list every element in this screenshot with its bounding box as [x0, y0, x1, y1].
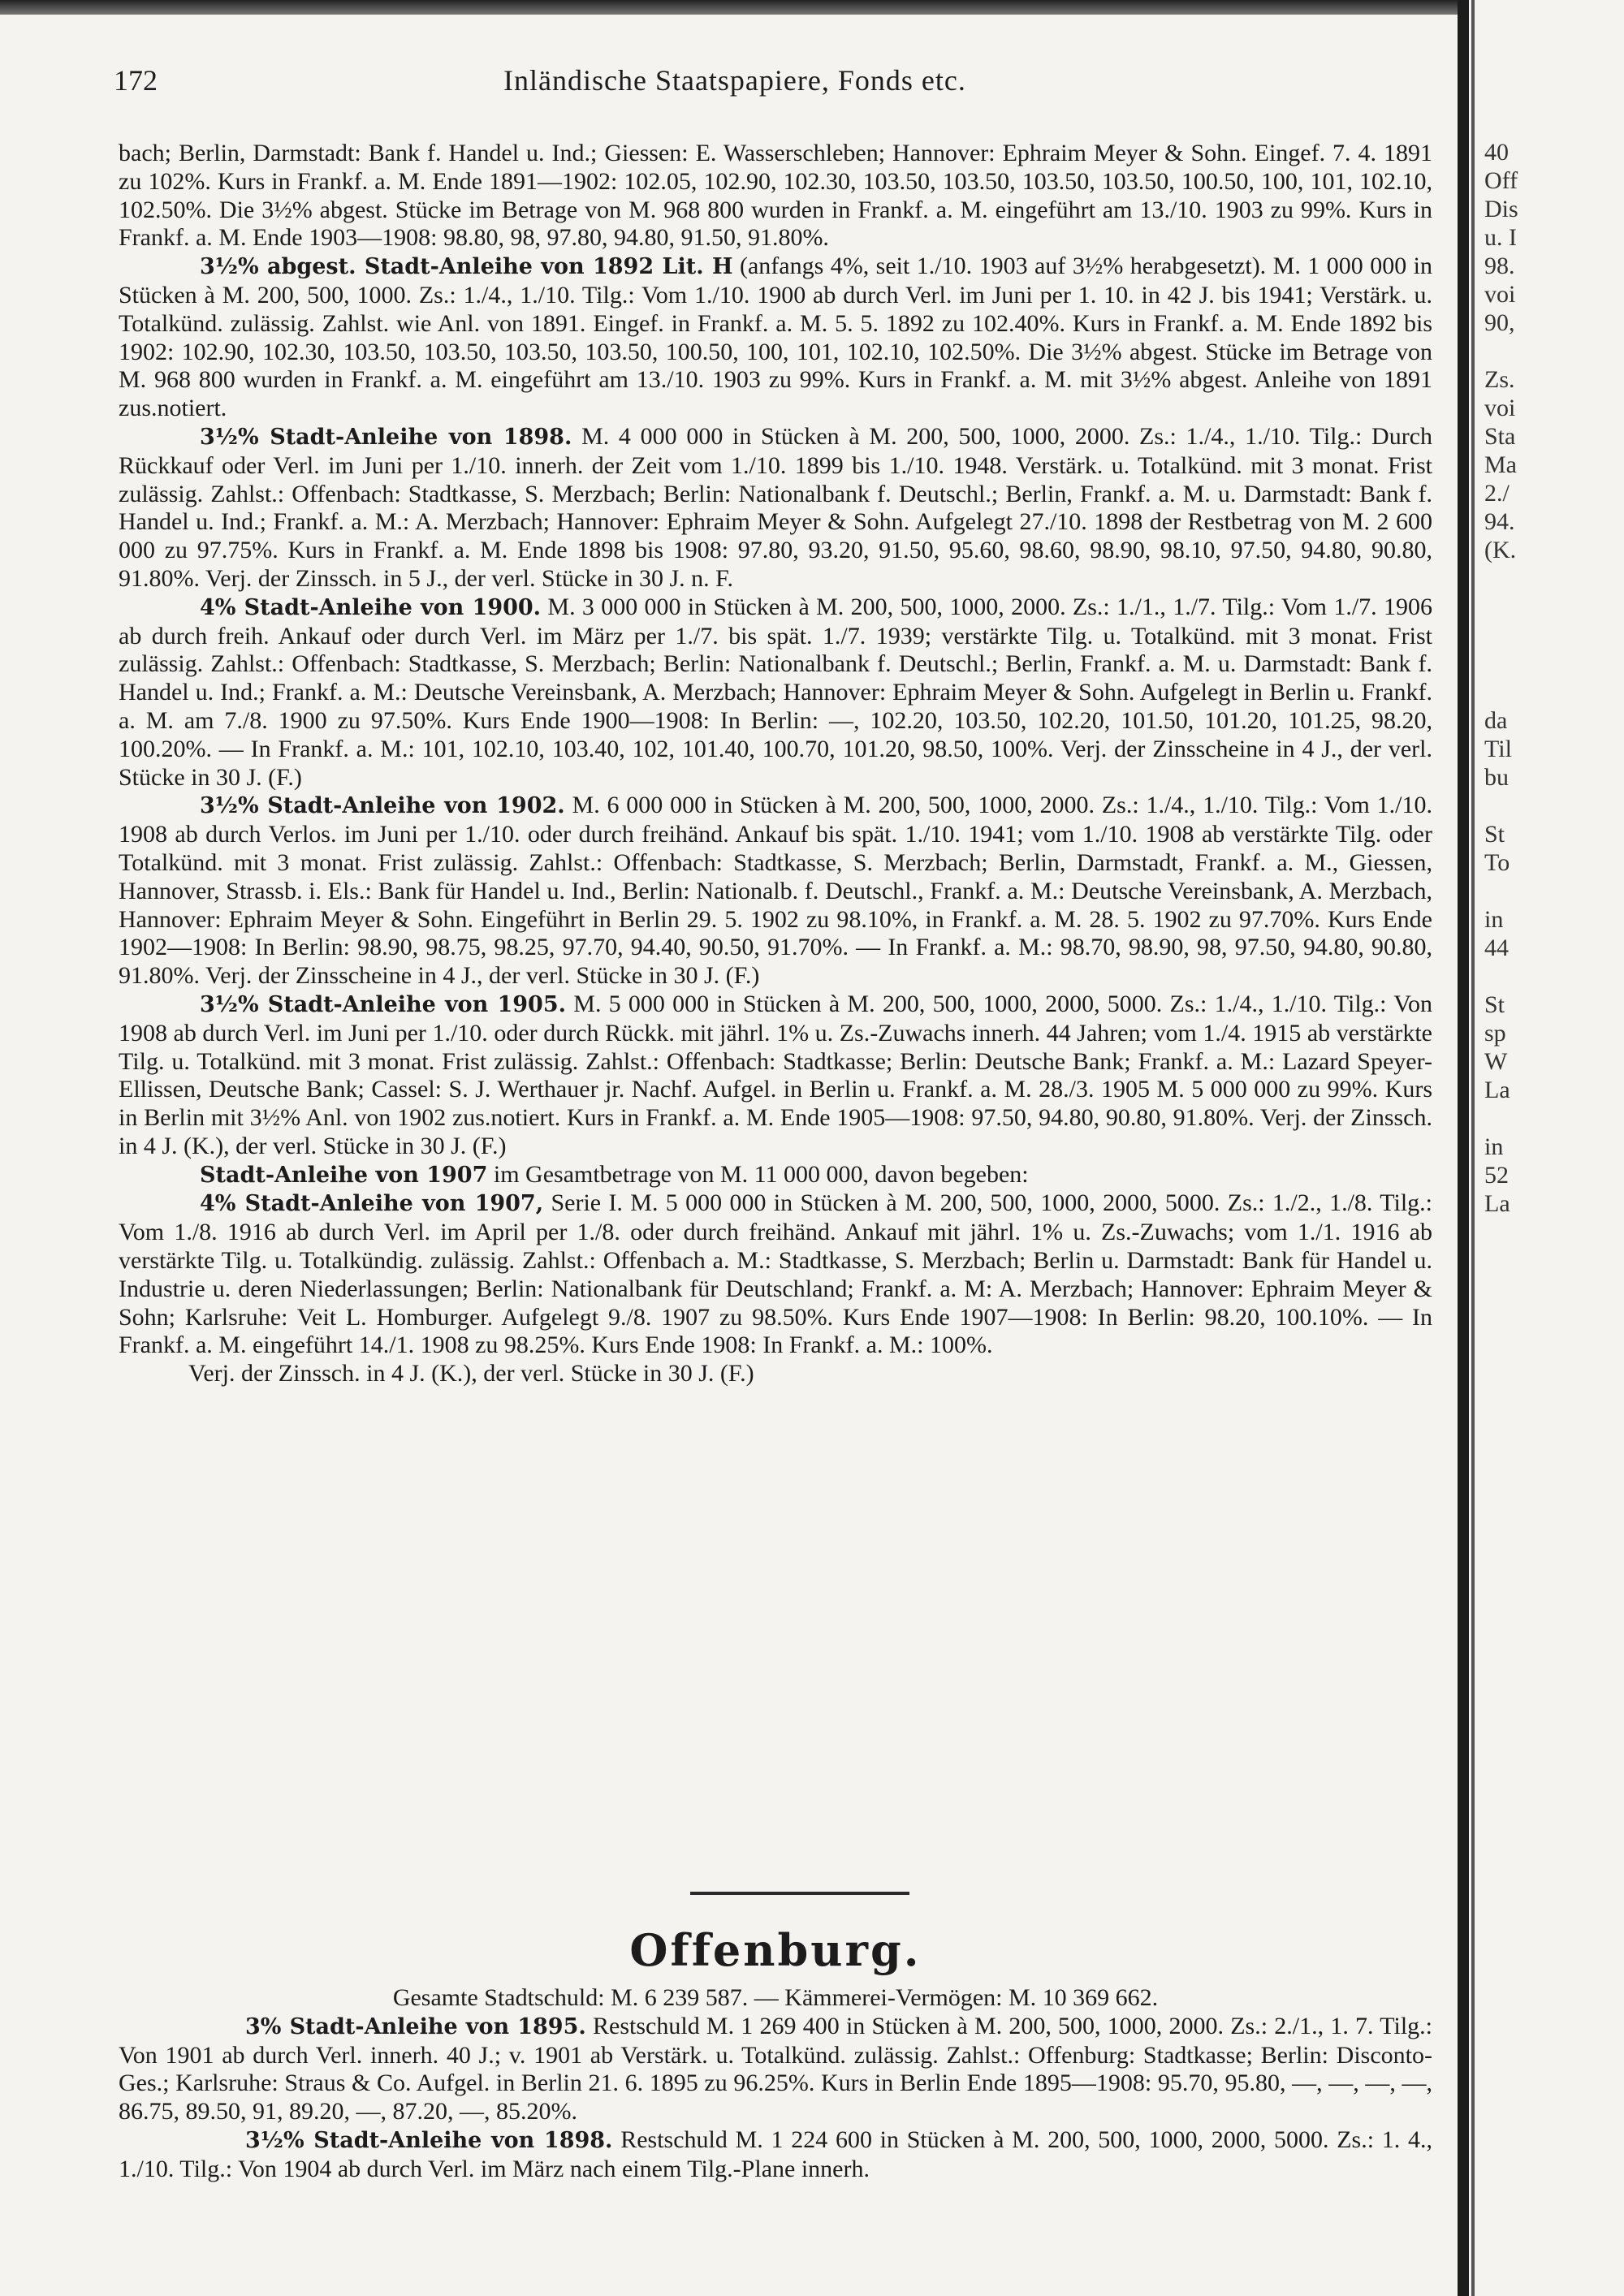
paragraph: [119, 423, 1432, 593]
margin-fragment: [1484, 593, 1622, 621]
paragraph: [119, 252, 1432, 423]
margin-fragment: La: [1484, 1190, 1510, 1217]
margin-fragment: 2./: [1484, 480, 1510, 507]
margin-fragment: [1484, 650, 1622, 678]
paragraph-body: Restschuld M. 1 269 400 in Stücken à M. 200, 500, 1000, 2000. Zs.: 2./1., 1. 7. Tilg.: Von 1901 ab durch Verl. innerh. 40 J.; v. 1901 ab Verstärk. u. Totalkünd. zulässig. Zahlst.: Offenburg: Stadtkasse; Berlin: Disconto-Ges.; Karlsruhe: Straus & Co. Aufgel. in Berlin 21. 6. 1895 zu 96.25%. Kurs in Berlin Ende 1895—1908: 95.70, 95.80, —, —, —, —, 86.75, 89.50, 91, 89.20, —, 87.20, —, 85.20%.: [119, 2012, 1433, 2126]
margin-fragment: Til: [1484, 736, 1512, 762]
paragraph: [119, 990, 1432, 1161]
loan-heading: 4% Stadt-Anleihe von 1900.: [200, 594, 542, 620]
paragraph: [119, 1189, 1432, 1360]
loan-heading: 3½% Stadt-Anleihe von 1905.: [200, 991, 567, 1017]
paragraph-body: bach; Berlin, Darmstadt: Bank f. Handel u. Ind.; Giessen: E. Wasserschleben; Hannover: Ephraim Meyer & Sohn. Eingef. 7. 4. 1891 zu 102%. Kurs in Frankf. a. M. Ende 1891—1902: 102.05, 102.90, 102.30, 103.50, 103.50, 103.50, 103.50, 100.50, 100, 101, 102.10, 102.50%. Die 3½% abgest. Stücke im Betrage von M. 968 800 wurden in Frankf. a. M. eingeführt am 13./10. 1903 zu 99%. Kurs in Frankf. a. M. Ende 1903—1908: 98.80, 98, 97.80, 94.80, 91.50, 91.80%.: [119, 140, 1432, 252]
section-text: [119, 1984, 1432, 2184]
loan-heading: 3½% abgest. Stadt-Anleihe von 1892 Lit. H: [200, 254, 733, 280]
margin-fragment: voi: [1484, 281, 1516, 308]
paragraph-body: M. 4 000 000 in Stücken à M. 200, 500, 1000, 2000. Zs.: 1./4., 1./10. Tilg.: Durch Rückkauf oder Verl. im Juni per 1./10. innerh. der Zeit vom 1./10. 1899 bis 1./10. 1948. Verstärk. u. Totalkünd. mit 3 monat. Frist zulässig. Zahlst.: Offenbach: Stadtkasse, S. Merzbach; Berlin: Nationalbank f. Deutschl.; Berlin, Frankf. a. M. u. Darmstadt: Bank f. Handel u. Ind.; Frankf. a. M.: A. Merzbach; Hannover: Ephraim Meyer & Sohn. Aufgelegt 27./10. 1898 der Restbetrag von M. 2 600 000 zu 97.75%. Kurs in Frankf. a. M. Ende 1898 bis 1908: 97.80, 93.20, 91.50, 95.60, 98.60, 98.90, 98.10, 97.50, 94.80, 90.80, 91.80%. Verj. der Zinssch. in 5 J., der verl. Stücke in 30 J. n. F.: [119, 422, 1433, 592]
loan-heading: Stadt-Anleihe von 1907: [200, 1162, 488, 1188]
margin-fragment: St: [1484, 821, 1505, 848]
margin-fragment: 52: [1484, 1162, 1509, 1189]
margin-fragment: St: [1484, 991, 1505, 1018]
margin-fragment: La: [1484, 1077, 1510, 1103]
margin-fragment: [1484, 678, 1622, 706]
margin-fragment: W: [1484, 1048, 1508, 1075]
margin-fragment: 90,: [1484, 309, 1515, 336]
paragraph-body: im Gesamtbetrage von M. 11 000 000, davon begeben:: [493, 1160, 1029, 1188]
paragraph-body: Restschuld M. 1 224 600 in Stücken à M. 200, 500, 1000, 2000, 5000. Zs.: 1. 4., 1./10. Tilg.: Von 1904 ab durch Verl. im März nach einem Tilg.-Plane innerh.: [119, 2126, 1432, 2182]
paragraph-body: M. 3 000 000 in Stücken à M. 200, 500, 1000, 2000. Zs.: 1./1., 1./7. Tilg.: Vom 1./7. 1906 ab durch freih. Ankauf oder durch Verl. im März per 1./7. bis spät. 1./7. 1939; verstärkte Tilg. u. Totalkünd. mit 3 monat. Frist zulässig. Zahlst.: Offenbach: Stadtkasse, S. Merzbach; Berlin: Nationalbank f. Deutschl.; Berlin, Frankf. a. M. u. Darmstadt: Bank f. Handel u. Ind.; Frankf. a. M.: Deutsche Vereinsbank, A. Merzbach; Hannover: Ephraim Meyer & Sohn. Aufgelegt in Berlin u. Frankf. a. M. am 7./8. 1900 zu 97.50%. Kurs Ende 1900—1908: In Berlin: —, 102.20, 103.50, 102.20, 101.50, 101.20, 101.25, 98.20, 100.20%. — In Frankf. a. M.: 101, 102.10, 103.40, 102, 101.40, 100.70, 101.20, 98.50, 100%. Verj. der Zinsscheine in 4 J., der verl. Stücke in 30 J. (F.): [119, 593, 1432, 791]
margin-fragment: Dis: [1484, 196, 1518, 222]
paragraph: [119, 2013, 1432, 2126]
paragraph: [119, 1360, 1432, 1388]
margin-fragment: da: [1484, 707, 1508, 734]
margin-fragment: To: [1484, 849, 1510, 876]
margin-fragment: [1484, 877, 1622, 905]
paragraph-body: M. 5 000 000 in Stücken à M. 200, 500, 1000, 2000, 5000. Zs.: 1./4., 1./10. Tilg.: Von 1908 ab durch Verl. im Juni per 1./10. oder durch Rückk. mit jährl. 1% u. Zs.-Zuwachs innerh. 44 Jahren; vom 1./4. 1915 ab verstärkte Tilg. u. Totalkünd. mit 3 monat. Frist zulässig. Zahlst.: Offenbach: Stadtkasse; Berlin: Deutsche Bank; Frankf. a. M.: Lazard Speyer-Ellissen, Deutsche Bank; Cassel: S. J. Werthauer jr. Nachf. Aufgel. in Berlin u. Frankf. a. M. 28./3. 1905 M. 5 000 000 zu 99%. Kurs in Berlin mit 3½% Anl. von 1902 zus.notiert. Kurs in Frankf. a. M. Ende 1905—1908: 97.50, 94.80, 90.80, 91.80%. Verj. der Zinssch. in 4 J. (K.), der verl. Stücke in 30 J. (F.): [119, 990, 1433, 1159]
debt-summary: Gesamte Stadtschuld: M. 6 239 587. — Kämmerei-Vermögen: M. 10 369 662.: [392, 1984, 1159, 2011]
running-title: Inländische Staatspapiere, Fonds etc.: [503, 64, 966, 97]
paragraph: [119, 593, 1432, 792]
adjacent-page-margin: [1484, 138, 1622, 1218]
margin-fragment: bu: [1484, 764, 1509, 791]
loan-heading: 3½% Stadt-Anleihe von 1898.: [200, 424, 572, 450]
margin-fragment: Zs.: [1484, 366, 1515, 393]
loan-heading: 3% Stadt-Anleihe von 1895.: [245, 2013, 586, 2039]
loan-heading: 3½% Stadt-Anleihe von 1898.: [245, 2127, 613, 2153]
paragraph: [119, 140, 1432, 252]
loan-heading: 4% Stadt-Anleihe von 1907,: [200, 1191, 544, 1217]
paragraph-body: (anfangs 4%, seit 1./10. 1903 auf 3½% herabgesetzt). M. 1 000 000 in Stücken à M. 200, 500, 1000. Zs.: 1./4., 1./10. Tilg.: Vom 1./10. 1900 ab durch Verl. im Juni per 1. 10. in 42 J. bis 1941; Verstärk. u. Totalkünd. zulässig. Zahlst. wie Anl. von 1891. Eingef. in Frankf. a. M. 5. 5. 1892 zu 102.40%. Kurs in Frankf. a. M. Ende 1892 bis 1902: 102.90, 102.30, 103.50, 103.50, 103.50, 103.50, 100.50, 100, 101, 102.10, 102.50%. Die 3½% abgest. Stücke im Betrage von M. 968 800 wurden in Frankf. a. M. eingeführt am 13./10. 1903 zu 99%. Kurs in Frankf. a. M. mit 3½% abgest. Anleihe von 1891 zus.notiert.: [119, 252, 1433, 422]
margin-fragment: [1484, 962, 1622, 990]
page-header: [114, 63, 1445, 104]
section-divider: [690, 1892, 909, 1895]
paragraph-body: M. 6 000 000 in Stücken à M. 200, 500, 1000, 2000. Zs.: 1./4., 1./10. Tilg.: Vom 1./10. 1908 ab durch Verlos. im Juni per 1./10. oder durch freihänd. Ankauf bis spät. 1./10. 1941; vom 1./10. 1908 ab verstärkte Tilg. oder Totalkünd. mit 3 monat. Frist zulässig. Zahlst.: Offenbach: Stadtkasse, S. Merzbach; Berlin, Darmstadt, Frankf. a. M., Giessen, Hannover, Strassb. i. Els.: Bank für Handel u. Ind., Berlin: Nationalb. f. Deutschl., Frankf. a. M.: Deutsche Vereinsbank, A. Merzbach, Hannover: Ephraim Meyer & Sohn. Eingeführt in Berlin 29. 5. 1902 zu 98.10%, in Frankf. a. M. 28. 5. 1902 zu 97.70%. Kurs Ende 1902—1908: In Berlin: 98.90, 98.75, 98.25, 97.70, 94.40, 90.50, 91.70%. — In Frankf. a. M.: 98.70, 98.90, 98, 97.50, 94.80, 90.80, 91.80%. Verj. der Zinsscheine in 4 J., der verl. Stücke in 30 J. (F.): [119, 792, 1433, 990]
margin-fragment: [1484, 564, 1622, 593]
margin-fragment: u. I: [1484, 224, 1517, 251]
margin-fragment: Ma: [1484, 451, 1517, 478]
paragraph: [119, 1161, 1432, 1190]
margin-fragment: in: [1484, 906, 1504, 933]
paragraph: [119, 2126, 1432, 2184]
city-heading: Offenburg.: [629, 1924, 922, 1976]
margin-fragment: [1484, 1104, 1622, 1133]
margin-fragment: (K.: [1484, 537, 1517, 563]
margin-fragment: sp: [1484, 1020, 1506, 1047]
main-text-column: [119, 140, 1432, 1388]
margin-fragment: Off: [1484, 167, 1518, 194]
paragraph-body: Verj. der Zinssch. in 4 J. (K.), der verl. Stücke in 30 J. (F.): [188, 1360, 754, 1388]
margin-fragment: in: [1484, 1133, 1504, 1160]
margin-fragment: [1484, 621, 1622, 650]
scan-top-edge: [0, 0, 1462, 15]
margin-fragment: 44: [1484, 934, 1509, 961]
margin-fragment: [1484, 337, 1622, 365]
margin-fragment: 98.: [1484, 252, 1515, 279]
margin-fragment: voi: [1484, 395, 1516, 421]
page-number: 172: [114, 64, 158, 97]
margin-fragment: Sta: [1484, 423, 1516, 450]
paragraph-body: Serie I. M. 5 000 000 in Stücken à M. 200, 500, 1000, 2000, 5000. Zs.: 1./2., 1./8. Tilg.: Vom 1./8. 1916 ab durch Verl. im April per 1./8. oder durch freihänd. Ankauf mit jährl. 1% u. Zs.-Zuwachs; vom 1./1. 1916 ab verstärkte Tilg. u. Totalkündig. zulässig. Zahlst.: Offenbach a. M.: Stadtkasse, S. Merzbach; Berlin u. Darmstadt: Bank für Handel u. Industrie u. deren Niederlassungen; Berlin: Nationalbank für Deutschland; Frankf. a. M: A. Merzbach; Hannover: Ephraim Meyer & Sohn; Karlsruhe: Veit L. Homburger. Aufgelegt 9./8. 1907 zu 98.50%. Kurs Ende 1907—1908: In Berlin: 98.20, 100.10%. — In Frankf. a. M. eingeführt 14./1. 1908 zu 98.25%. Kurs Ende 1908: In Frankf. a. M.: 100%.: [119, 1189, 1432, 1359]
paragraph: [119, 792, 1432, 990]
margin-fragment: [1484, 792, 1622, 820]
margin-fragment: 40: [1484, 139, 1509, 166]
margin-fragment: 94.: [1484, 508, 1515, 535]
loan-heading: 3½% Stadt-Anleihe von 1902.: [200, 793, 565, 819]
